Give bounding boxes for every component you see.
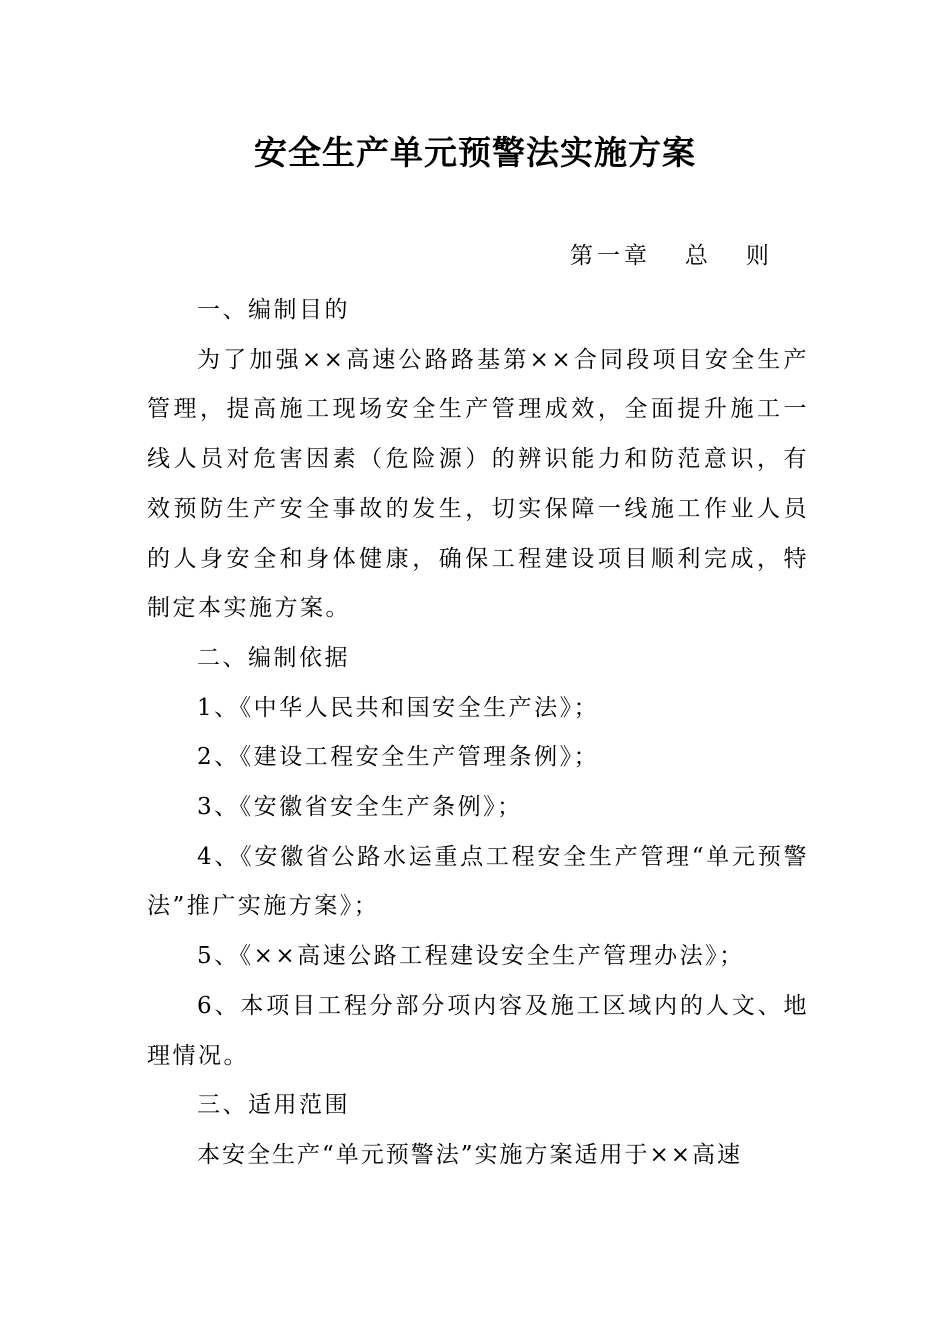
- document-body: [147, 286, 809, 1181]
- basis-item-4: 4、《安徽省公路水运重点工程安全生产管理“单元预警法”推广实施方案》；: [147, 843, 809, 920]
- basis-item-6: 6、本项目工程分部分项内容及施工区域内的人文、地理情况。: [147, 992, 809, 1069]
- section-heading-purpose: 一、编制目的: [197, 297, 350, 323]
- section-heading-scope: 三、适用范围: [197, 1092, 350, 1119]
- basis-item-1: 1、《中华人民共和国安全生产法》；: [197, 694, 600, 721]
- document-title: 安全生产单元预警法实施方案: [254, 133, 696, 172]
- chapter-heading: 第一章 总 则: [570, 243, 773, 269]
- section-heading-basis: 二、编制依据: [197, 644, 350, 671]
- paragraph-purpose: 为了加强××高速公路路基第××合同段项目安全生产管理，提高施工现场安全生产管理成效，全面提升施工一线人员对危害因素（危险源）的辨识能力和防范意识，有效预防生产安全事故的发生，切实保障一线施工作业人员的人身安全和身体健康，确保工程建设项目顺利完成，特制定本实施方案。: [147, 346, 809, 622]
- basis-item-3: 3、《安徽省安全生产条例》；: [197, 794, 523, 821]
- paragraph-scope: 本安全生产“单元预警法”实施方案适用于××高速: [197, 1141, 743, 1168]
- basis-item-2: 2、《建设工程安全生产管理条例》；: [197, 744, 600, 771]
- basis-item-5: 5、《××高速公路工程建设安全生产管理办法》；: [197, 943, 745, 970]
